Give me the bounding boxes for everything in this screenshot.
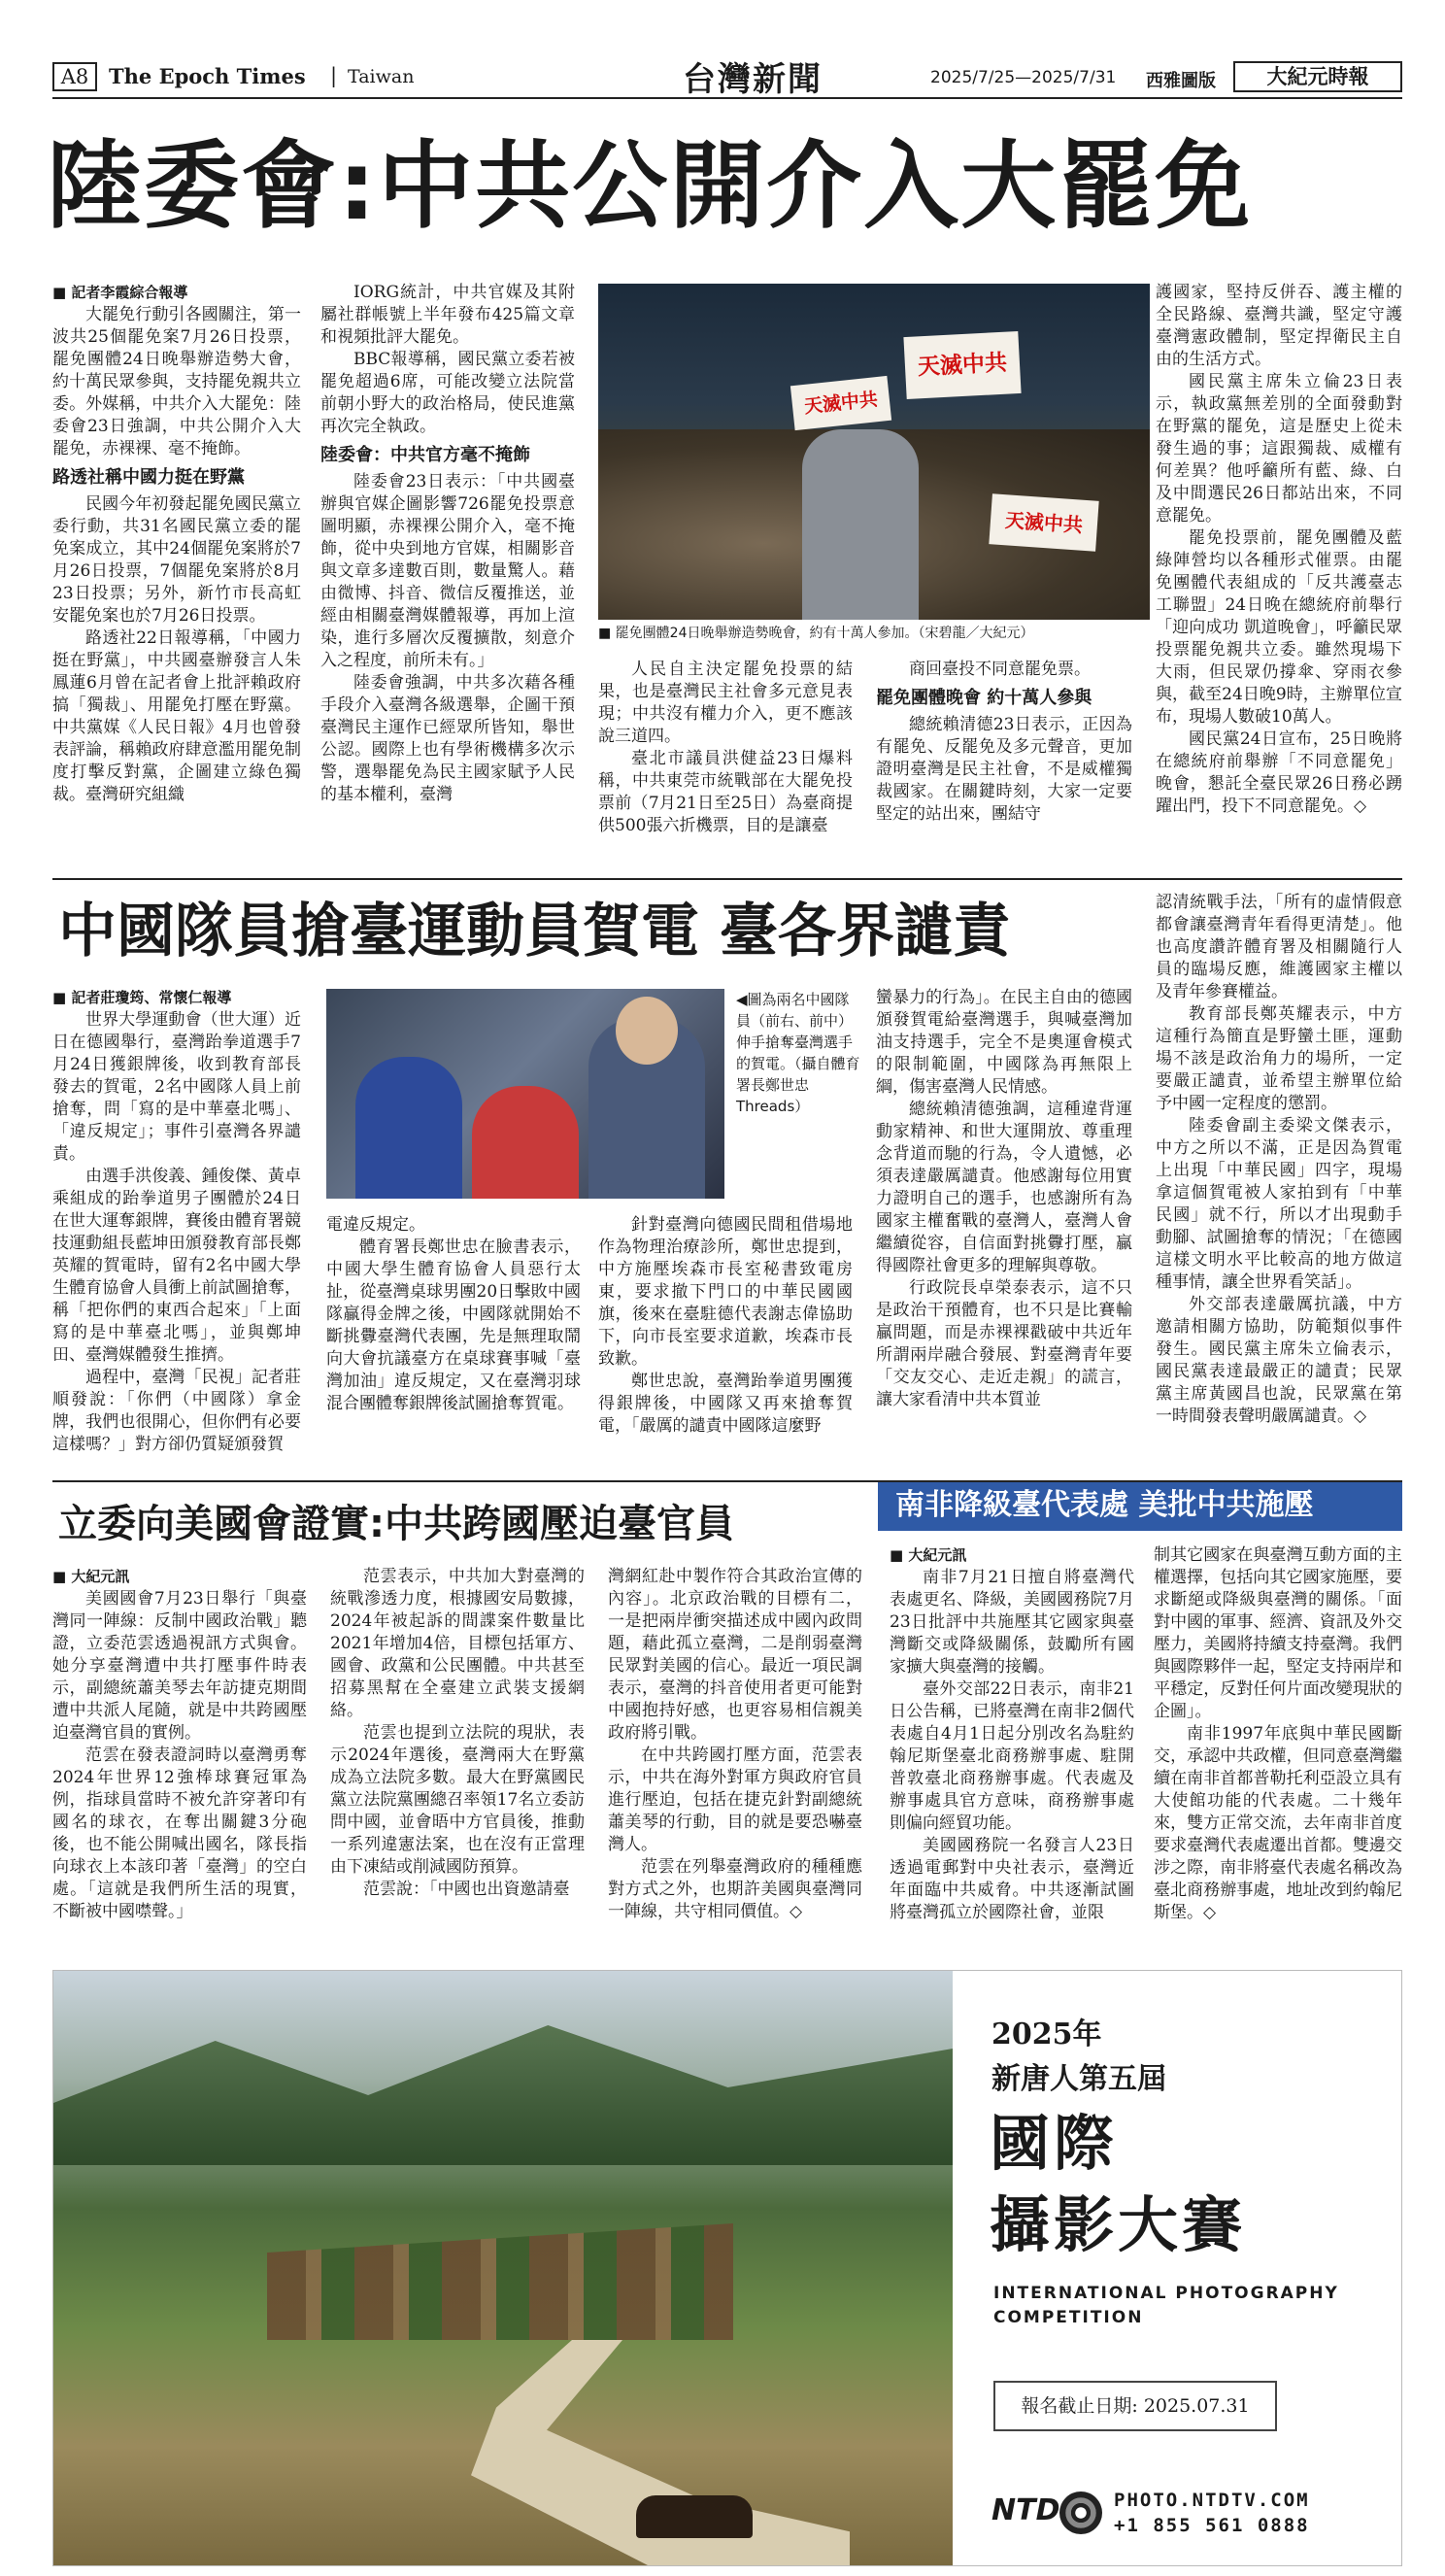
paragraph: 針對臺灣向德國民間租借場地作為物理治療診所，鄭世忠提到，中方施壓埃森市長室秘書致電房東，要求撤下門口的中華民國國旗，後來在臺駐德代表謝志偉協助下，向市長室要求道歉，埃森市長致歉。	[598, 1215, 853, 1369]
protest-sign: 天滅中共	[790, 376, 891, 430]
article-4-byline: ■ 大紀元訊	[890, 1546, 967, 1564]
paragraph: 總統賴清德強調，這種違背運動家精神、和世大運開放、尊重理念背道而馳的行為，令人遺憾，必須表達嚴厲譴責。他感謝每位用實力證明自己的選手，也感謝所有為國家主權奮戰的臺灣人，臺灣人會繼續從容，自信面對挑釁打壓，贏得國際社會更多的理解與尊敬。	[876, 1100, 1132, 1275]
paragraph: 臺北市議員洪健益23日爆料稱，中共東莞市統戰部在大罷免投票前（7月21日至25日）為臺商提供500張六折機票，目的是讓臺	[598, 749, 853, 835]
article-1-col-2	[320, 282, 575, 855]
paragraph: BBC報導稱，國民黨立委若被罷免超過6席，可能改變立法院當前朝小野大的政治格局，使民進黨再次完全執政。	[320, 350, 575, 436]
section-title: 台灣新聞	[683, 60, 823, 99]
paragraph: 教育部長鄭英耀表示，中方這種行為簡直是野蠻土匪，運動場不該是政治角力的場所，一定要嚴正譴責，並希望主辦單位給予中國一定程度的懲罰。	[1156, 1004, 1402, 1113]
person-figure	[355, 1057, 462, 1199]
paragraph: 人民自主決定罷免投票的結果，也是臺灣民主社會多元意見表現；中共沒有權力介入，更不應該說三道四。	[598, 660, 853, 746]
article-1-headline: 陸委會:中共公開介入大罷免	[47, 131, 1253, 242]
article-3-headline: 立委向美國會證實:中共跨國壓迫臺官員	[58, 1502, 734, 1546]
athletes-photo	[326, 989, 724, 1199]
article-2-col-3	[598, 1214, 853, 1531]
paragraph: 世界大學運動會（世大運）近日在德國舉行，臺灣跆拳道選手7月24日獲銀牌後，收到教育部長發去的賀電，2名中國隊人員上前搶奪，問「寫的是中華臺北嗎」、「違反規定」；事件引臺灣各界譴責。	[52, 1010, 301, 1164]
article-3-col-1	[52, 1566, 307, 1947]
paragraph: 國民黨24日宣布，25日晚將在總統府前舉辦「不同意罷免」晚會，懇託全臺民眾26日務必踴躍出門，投下不同意罷免。◇	[1156, 729, 1402, 816]
person-figure	[472, 1086, 579, 1199]
rally-photo	[598, 284, 1150, 620]
article-4-headline: 南非降級臺代表處 美批中共施壓	[895, 1488, 1314, 1522]
section-divider	[52, 878, 1402, 880]
paragraph: 南非1997年底與中華民國斷交，承認中共政權，但同意臺灣繼續在南非首都普勒托利亞設立具有大使館功能的代表處。二十幾年來，雙方正常交流，去年南非首度要求臺灣代表處遷出首都。雙邊交涉之際，南非將臺代表處名稱改為臺北商務辦事處，地址改到約翰尼斯堡。◇	[1154, 1724, 1402, 1922]
paragraph: IORG統計，中共官媒及其附屬社群帳號上半年發布425篇文章和視頻批評大罷免。	[320, 283, 575, 347]
article-1-col-5	[1156, 282, 1402, 890]
paragraph: 過程中，臺灣「民視」記者莊順發說：「你們（中國隊）拿金牌，我們也很開心，但你們有必要這樣嗎？」對方卻仍質疑頒發賀	[52, 1368, 301, 1454]
article-2-col-2	[326, 1214, 581, 1531]
paragraph: 商回臺投不同意罷免票。	[909, 660, 1091, 679]
paragraph: 范雲在發表證詞時以臺灣勇奪2024年世界12強棒球賽冠軍為例，指球員當時不被允許穿著印有國名的球衣，在奪出關鍵3分砲後，也不能公開喊出國名，隊長指向球衣上本該印著「臺灣」的空白處。「這就是我們所生活的現實，不斷被中國噤聲。」	[52, 1746, 307, 1921]
paragraph: 制其它國家在與臺灣互動方面的主權選擇，包括向其它國家施壓，要求斷絕或降級與臺灣的關係。「面對中國的軍事、經濟、資訊及外交壓力，美國將持續支持臺灣。我們與國際夥伴一起，堅定支持兩岸和平穩定，反對任何片面改變現狀的企圖」。	[1154, 1545, 1402, 1721]
masthead	[52, 60, 1402, 99]
page-number: A8	[52, 62, 97, 91]
rally-photo-caption: ■ 罷免團體24日晚舉辦造勢晚會，約有十萬人參加。（宋碧龍／大紀元）	[598, 626, 1034, 641]
paragraph: 南非7月21日擅自將臺灣代表處更名、降級，美國國務院7月23日批評中共施壓其它國家與臺灣斷交或降級關係，鼓勵所有國家擴大與臺灣的接觸。	[890, 1568, 1134, 1677]
article-3-col-2	[330, 1566, 585, 1947]
ad-title-line-2: 攝影大賽	[990, 2189, 1247, 2260]
mountain-shape	[53, 2010, 953, 2165]
paragraph: 范雲也提到立法院的現狀，表示2024年選後，臺灣兩大在野黨成為立法院多數。最大在野黨國民黨立法院黨團總召率領17名立委訪問中國，並會晤中方官員後，推動一系列違憲法案，也在沒有正當理由下凍結或削減國防預算。	[330, 1723, 585, 1877]
paragraph: 范雲表示，中共加大對臺灣的統戰滲透力度，根據國安局數據，2024年被起訴的間諜案件數量比2021年增加4倍，目標包括軍方、國會、政黨和公民團體。中共甚至招募黑幫在全臺建立武裝支援網絡。	[330, 1567, 585, 1720]
issue-dates: 2025/7/25—2025/7/31	[930, 68, 1117, 87]
paragraph: 陸委會23日表示：「中共國臺辦與官媒企圖影響726罷免投票意圖明顯，赤裸裸公開介入，毫不掩飾，從中央到地方官媒，相關影音與文章多達數百則，數量驚人。藉由微博、抖音、微信反覆推送，並經由相關臺灣媒體報導，再加上渲染，進行多層次反覆擴散，刻意介入之程度，前所未有。」	[320, 472, 575, 670]
article-2-byline: ■ 記者莊瓊筠、常懷仁報導	[52, 989, 232, 1006]
article-1-subhead-3: 罷免團體晚會 約十萬人參與	[876, 688, 1092, 708]
article-1-col-1	[52, 282, 301, 855]
ad-year: 2025年	[991, 2017, 1102, 2051]
ad-deadline-box: 報名截止日期: 2025.07.31	[993, 2381, 1277, 2431]
ad-title-line-1: 國際	[990, 2108, 1119, 2179]
ad-phone: +1 855 561 0888	[1114, 2515, 1310, 2536]
edition-label: Taiwan	[348, 66, 415, 87]
newspaper-logo: 大紀元時報	[1233, 61, 1402, 92]
protester-figure	[802, 429, 919, 620]
ntd-logo-icon	[1059, 2491, 1102, 2534]
paragraph: 在中共跨國打壓方面，范雲表示，中共在海外對軍方與政府官員進行壓迫，包括在捷克針對副總統蕭美琴的行動，目的就是要恐嚇臺灣人。	[608, 1746, 862, 1854]
paragraph: 認清統戰手法，「所有的虛情假意都會讓臺灣青年看得更清楚」。他也高度讚許體育署及相關隨行人員的臨場反應，維護國家主權以及青年參賽權益。	[1156, 893, 1402, 1001]
paragraph: 外交部表達嚴厲抗議，中方邀請相關方協助，防範類似事件發生。國民黨主席朱立倫表示，國民黨表達最嚴正的譴責；民眾黨主席黃國昌也說，民眾黨在第一時間發表聲明嚴厲譴責。◇	[1156, 1295, 1402, 1426]
paragraph: 電違反規定。	[326, 1215, 425, 1235]
paper-name: The Epoch Times	[109, 64, 306, 88]
paragraph: 灣網紅赴中製作符合其政治宣傳的內容」。北京政治戰的目標有二，一是把兩岸衝突描述成中國內政問題，藉此孤立臺灣，二是削弱臺灣民眾對美國的信心。最近一項民調表示，臺灣的抖音使用者更可能對中國抱持好感，也更容易相信親美政府將引戰。	[608, 1567, 862, 1743]
paragraph: 鄭世忠說，臺灣跆拳道男團獲得銀牌後，中國隊又再來搶奪賀電，「嚴厲的譴責中國隊這麼野	[598, 1372, 853, 1436]
person-head	[616, 997, 678, 1065]
winding-road	[345, 2340, 850, 2565]
horses-shape	[636, 2495, 753, 2538]
paragraph: 美國國會7月23日舉行「與臺灣同一陣線：反制中國政治戰」聽證，立委范雲透過視訊方式與會。她分享臺灣遭中共打壓事件時表示，副總統蕭美琴去年訪捷克期間遭中共派人尾隨，就是中共跨國壓迫臺灣官員的實例。	[52, 1589, 307, 1743]
athletes-photo-caption: ◀圖為兩名中國隊員（前右、前中）伸手搶奪臺灣選手的賀電。（攝自體育署長鄭世忠Threads）	[736, 991, 860, 1115]
article-2-headline: 中國隊員搶臺運動員賀電 臺各界譴責	[58, 898, 1011, 966]
region-label: 西雅圖版	[1146, 71, 1216, 91]
article-1-col-3	[598, 659, 853, 892]
paragraph: 蠻暴力的行為」。在民主自由的德國頒發賀電給臺灣選手，與喊臺灣加油支持選手，完全不是奧運會模式的限制範圍，中國隊為再無限上綱，傷害臺灣人民情感。	[876, 988, 1132, 1097]
article-1-subhead-2: 陸委會：中共官方毫不掩飾	[320, 445, 530, 465]
ad-website[interactable]: PHOTO.NTDTV.COM	[1114, 2490, 1310, 2511]
protest-sign: 天滅中共	[903, 331, 1021, 399]
ntd-logo-text: NTD	[991, 2493, 1060, 2527]
paragraph: 范雲在列舉臺灣政府的種種應對方式之外，也期許美國與臺灣同一陣線，共守相同價值。◇	[608, 1857, 862, 1921]
ad-series: 新唐人第五屆	[991, 2062, 1166, 2096]
paragraph: 臺外交部22日表示，南非21日公告稱，已將臺灣在南非2個代表處自4月1日起分別改名為駐約翰尼斯堡臺北商務辦事處、駐開普敦臺北商務辦事處。代表處及辦事處具官方意味，商務辦事處則偏向經貿功能。	[890, 1679, 1134, 1833]
paragraph: 民國今年初發起罷免國民黨立委行動，共31名國民黨立委的罷免案成立，其中24個罷免案將於7月26日投票，7個罷免案將於8月23日投票；另外，新竹市長高虹安罷免案也於7月26日投票。	[52, 494, 301, 626]
photography-ad	[52, 1970, 1402, 2566]
paragraph: 總統賴清德23日表示，正因為有罷免、反罷免及多元聲音，更加證明臺灣是民主社會，不是威權獨裁國家。在關鍵時刻，大家一定要堅定的站出來，團結守	[876, 715, 1132, 824]
article-2-col-4	[876, 987, 1132, 1531]
paragraph: 護國家，堅持反併吞、護主權的全民路線、臺灣共識，堅定守護臺灣憲政體制，堅定捍衛民主自由的生活方式。	[1156, 283, 1402, 369]
article-2-col-1	[52, 987, 301, 1531]
village-houses	[267, 2194, 733, 2340]
paragraph: 美國國務院一名發言人23日透過電郵對中央社表示，臺灣近年面臨中共威脅。中共逐漸試圖將臺灣孤立於國際社會，並限	[890, 1836, 1134, 1922]
paragraph: 范雲說：「中國也出資邀請臺	[363, 1880, 570, 1899]
paragraph: 由選手洪俊義、鍾俊傑、黃卓乘組成的跆拳道男子團體於24日在世大運奪銀牌，賽後由體育署競技運動組長藍坤田頒發教育部長鄭英耀的賀電時，留有2名中國大學生體育協會人員衝上前試圖搶奪，稱「把你們的東西合起來」「上面寫的是中華臺北嗎」，並與鄭坤田、臺灣媒體發生推擠。	[52, 1167, 301, 1365]
article-1-byline: ■ 記者李霞綜合報導	[52, 284, 188, 301]
paragraph: 國民黨主席朱立倫23日表示，執政黨無差別的全面發動對在野黨的罷免，這是歷史上從未發生過的事；這跟獨裁、威權有何差異？他呼籲所有藍、綠、白及中間選民26日都站出來，不同意罷免。	[1156, 372, 1402, 525]
village-landscape-photo	[53, 1971, 953, 2565]
paragraph: 行政院長卓榮泰表示，這不只是政治干預體育，也不只是比賽輸贏問題，而是赤裸裸戳破中共近年所謂兩岸融合發展、對臺灣青年要「交友交心、走近走親」的謊言，讓大家看清中共本質並	[876, 1278, 1132, 1409]
masthead-separator: |	[330, 64, 338, 87]
paragraph: 陸委會強調，中共多次藉各種手段介入臺灣各級選舉，企圖干預臺灣民主運作已經眾所皆知，舉世公認。國際上也有學術機構多次示警，選舉罷免為民主國家賦予人民的基本權利，臺灣	[320, 673, 575, 804]
article-1-subhead-1: 路透社稱中國力挺在野黨	[52, 467, 245, 488]
paragraph: 陸委會副主委梁文傑表示，中方之所以不滿，正是因為賀電上出現「中華民國」四字，現場拿這個賀電被人家拍到有「中華民國」就不行，所以才出現動手動腳、試圖搶奪的情況；「在德國這樣文明水平比較高的地方做這種事情，讓全世界看笑話」。	[1156, 1116, 1402, 1292]
ad-english-title: INTERNATIONAL PHOTOGRAPHY COMPETITION	[993, 2284, 1339, 2327]
paragraph: 罷免投票前，罷免團體及藍綠陣營均以各種形式催票。由罷免團體代表組成的「反共護臺志工聯盟」24日晚在總統府前舉行「迎向成功 凱道晚會」，呼籲民眾投票罷免親共立委。雖然現場下大雨，但民眾仍撐傘、穿雨衣參與，截至24日晚9時，主辦單位宣布，現場人數破10萬人。	[1156, 528, 1402, 727]
article-4-col-1	[890, 1544, 1134, 1947]
paragraph: 體育署長鄭世忠在臉書表示，中國大學生體育協會人員惡行太扯，從臺灣桌球男團20日擊敗中國隊贏得金牌之後，中國隊就開始不斷挑釁臺灣代表團，先是無理取鬧向大會抗議臺方在桌球賽事喊「臺灣加油」違反規定，又在臺灣羽球混合團體奪銀牌後試圖搶奪賀電。	[326, 1237, 581, 1413]
protest-sign: 天滅中共	[989, 493, 1098, 552]
paragraph: 大罷免行動引各國關注，第一波共25個罷免案7月26日投票，罷免團體24日晚舉辦造勢大會，約十萬民眾參與，支持罷免親共立委。外媒稱，中共介入大罷免：陸委會23日強調，中共公開介入大罷免，赤裸裸、毫不掩飾。	[52, 305, 301, 458]
article-2-col-5	[1156, 892, 1402, 1531]
article-4-headline-banner	[878, 1482, 1402, 1531]
article-1-col-4	[876, 659, 1132, 892]
article-3-byline: ■ 大紀元訊	[52, 1568, 130, 1585]
article-4-col-2	[1154, 1544, 1402, 1947]
article-3-col-3	[608, 1566, 862, 1947]
paragraph: 路透社22日報導稱，「中國力挺在野黨」，中共國臺辦發言人朱鳳蓮6月曾在記者會上批評賴政府搞「獨裁」、用罷免打壓在野黨。中共黨媒《人民日報》4月也曾發表評論，稱賴政府肆意濫用罷免制度打擊反對黨，企圖建立綠色獨裁。臺灣研究組織	[52, 628, 301, 804]
